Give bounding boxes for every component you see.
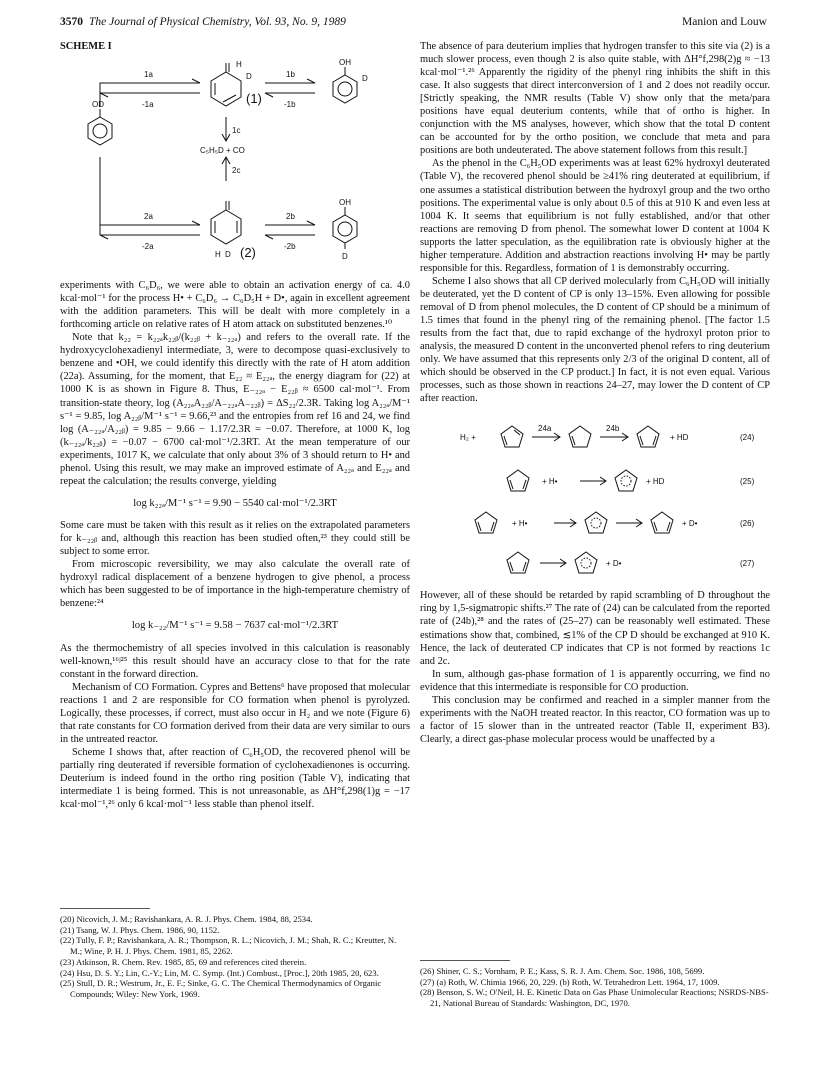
footnote-rule-right bbox=[420, 960, 510, 961]
label-m2a: -2a bbox=[142, 242, 154, 252]
paragraph: As the thermochemistry of all species involved in this calculation is reasonably well-known,¹⁶ʲ²⁵ this result should have an accuracy close to that for the rate constant in the forward direction. bbox=[60, 642, 410, 680]
paragraph: Mechanism of CO Formation. Cypres and Bettens⁶ have proposed that molecular reactions 1 and 2 are responsible for CO formation when phenol is pyrolyzed. Logically, these processes, if correct, must also occur in H₂ and we note (Figure 6) that rate constants for CO formation derived from their data are very similar to ours in the untreated reactor. bbox=[60, 681, 410, 746]
running-header-left bbox=[60, 16, 346, 28]
label-2c: 2c bbox=[232, 166, 241, 176]
paragraph: experiments with C₆D₆, we were able to obtain an activation energy of ca. 4.0 kcal·mol⁻¹ for the process H• + C₆D₆ → C₆D₅H + D•, again in excellent agreement with the addition parameters. This will be dealt with more completely in a forthcoming article on relative rates of H atom attack on substituted benzenes.¹⁰ bbox=[60, 280, 410, 331]
scheme-diagram bbox=[60, 57, 410, 269]
reference: (24) Hsu, D. S. Y.; Lin, C.-Y.; Lin, M. C. Symp. (Int.) Combust., [Proc.], 20th 1985, 20, 623. bbox=[60, 967, 379, 978]
paragraph: In sum, although gas-phase formation of 1 is apparently occurring, we find no evidence that this intermediate is responsible for CO production. bbox=[420, 668, 770, 693]
paragraph: However, all of these should be retarded by rapid scrambling of D throughout the ring by 1,5-sigmatropic shifts.²⁷ The rate of (24) can be calculated from the reported rate of (24b),²⁸ and the rates of (25–27) can be reasonably well estimated. These estimations show that, combined, ≲1% of the CP D should be exchanged at 910 K. Hence, the lack of deuterated CP indicates that CP is not formed by reactions 1c and 2c. bbox=[420, 590, 770, 667]
references-left bbox=[60, 914, 410, 1000]
reactions-24-27 bbox=[420, 411, 770, 581]
r27-prod: + D• bbox=[606, 559, 622, 569]
r24-a: 24a bbox=[538, 424, 552, 434]
r24-b: 24b bbox=[606, 424, 620, 434]
compound-2-label: (2) bbox=[240, 245, 256, 261]
label-2b: 2b bbox=[286, 212, 295, 222]
label-2a: 2a bbox=[144, 212, 153, 222]
arrow-1a bbox=[100, 83, 200, 89]
label-1c: 1c bbox=[232, 126, 241, 136]
label-H-1: H bbox=[236, 60, 242, 70]
r24-h2: H₂ + bbox=[460, 433, 476, 443]
phenol-top-right bbox=[333, 67, 357, 103]
paragraph: Some care must be taken with this result as it relies on the extrapolated parameters for k₋₂₂ᵦ and, although this reaction has been studied often,²³ they could still be subject to some error. bbox=[60, 520, 410, 558]
paragraph: This conclusion may be confirmed and reached in a simpler manner from the experiments with the NaOH treated reactor. In this reactor, CO formation was up to a factor of 15 slower than in the untreated reactor (Table II, experiment B3). Clearly, a direct gas-phase molecular process would be unaffected by a bbox=[420, 694, 770, 745]
label-m1a: -1a bbox=[142, 100, 154, 110]
reference: (25) Stull, D. R.; Westrum, Jr., E. F.; Sinke, G. C. The Chemical Thermodynamics of Organic Compounds; Wiley: New York, 1969. bbox=[60, 978, 382, 1000]
reference: (27) (a) Roth, W. Chimia 1966, 20, 229. (b) Roth, W. Tetrahedron Lett. 1964, 17, 1009. bbox=[420, 976, 720, 987]
label-OH-2: OH bbox=[339, 198, 351, 208]
paragraph: The absence of para deuterium implies that hydrogen transfer to this site via (2) is a much slower process, even though 2 is also quite stable, with ΔH°f,298(2)g ≈ −13 kcal·mol⁻¹.²⁶ Apparently the rigidity of the phenyl ring inhibits the shift in this case. It also suggests that direct interconversion of 1 and 2 does not readily occur. [Strictly speaking, the NMR results (Table V) show only that the meta/para positions have equal deuterium contents, while that of ortho is higher. In conjunction with the MS analyses, however, which show that the total D content can be accounted for by the ortho position, we conclude that meta and para positions are both undeuterated. The above statement follows from this result.] bbox=[420, 41, 770, 157]
equation-km22: log k₋₂₂/M⁻¹ s⁻¹ = 9.58 − 7637 cal·mol⁻¹/2.3RT bbox=[131, 620, 339, 632]
reference: (28) Benson, S. W.; O'Neil, H. E. Kinetic Data on Gas Phase Unimolecular Reactions; NSRDS-NBS-21, National Bureau of Standards: Washington, DC, 1970. bbox=[420, 987, 769, 1009]
r25-num: (25) bbox=[740, 477, 755, 487]
paragraph: Note that k₂₂ = k₂₂ₐk₂₂ᵦ/(k₂₂ᵦ + k₋₂₂ₐ) and refers to the overall rate. If the hydroxycyclohexadienyl intermediate, 3, were to decompose quasi-exclusively to benzene and •OH, we could identify this directly with the rate of H atom addition (22a). Assuming, for the moment, that E₂₂ ≈ E₂₂ₐ, the energy diagram for (22) at 1000 K is as shown in Figure 8. Thus, E₋₂₂ₐ − E₂₂ᵦ ≈ 6500 cal·mol⁻¹. From transition-state theory, log (A₂₂ₐA₂₂ᵦ/A₋₂₂ₐA₋₂₂ᵦ) = ΔS₂₂/2.3R. Taking log A₂₂ₐ/M⁻¹ s⁻¹ = 9.85, log A₂₂ᵦ/M⁻¹ s⁻¹ = 9.66,²³ and the entropies from ref 16 and 24, we find log (A₋₂₂ₐ/A₂₂ᵦ) = 9.85 − 9.66 − 1.17/2.3R = −0.07. Therefore, at 1000 K, log (k₋₂₂ₐ/k₂₂ᵦ) = −0.07 − 6700 cal·mol⁻¹/2.3RT. At the mean temperature of our experiments, 1017 K, we calculate that only about 3% of 3 should return to H• and phenol. Using this result, we may make an improved estimate of A₂₂ₐ and E₂₂ₐ and repeat the calculation; the results converge, yielding bbox=[60, 332, 410, 487]
label-D-1: D bbox=[246, 72, 252, 82]
phenol-od bbox=[88, 109, 112, 145]
reference: (20) Nicovich, J. M.; Ravishankara, A. R. J. Phys. Chem. 1984, 88, 2534. bbox=[60, 914, 313, 924]
paragraph: Scheme I shows that, after reaction of C₆H₅OD, the recovered phenol will be partially ring deuterated if reversible formation of cyclohexadienones is occurring. Deuterium is indeed found in the ortho ring position (Table V), indicating that intermediate 1 is being formed. This is not unreasonable, as ΔH°f,298(1)g = −17 kcal·mol⁻¹,²⁶ only 6 kcal·mol⁻¹ less stable than phenol itself. bbox=[60, 747, 410, 811]
r26-prod1: + H• bbox=[512, 519, 528, 529]
phenol-bottom-right bbox=[333, 207, 357, 249]
label-m2b: -2b bbox=[284, 242, 296, 252]
paragraph: Scheme I also shows that all CP derived molecularly from C₆H₅OD will initially be deuterated, yet the D content of CP is only 13–15%. Even allowing for possible removal of D from phenol molecules, the D content of CP should be a minimum of 1.5 times that found in the phenyl ring of the remaining phenol. [The factor 1.5 results from the fact that, due to rapid exchange of the hydroxyl proton prior to analysis, the measured D content in the unconverted phenol refers to ring deuterium only. We have assumed that this represents only 2/3 of the original D content, all of which should be observed in the CP product.] In fact, it is not even equal. Various processes, such as those shown in reactions 24–27, may lower the D content of CP after reaction. bbox=[420, 275, 770, 405]
r24-num: (24) bbox=[740, 433, 755, 443]
label-1b: 1b bbox=[286, 70, 295, 80]
reference: (21) Tsang, W. J. Phys. Chem. 1986, 90, 1152. bbox=[60, 924, 220, 935]
arrow-m1a bbox=[100, 89, 200, 93]
label-m1b: -1b bbox=[284, 100, 296, 110]
references-right bbox=[420, 966, 770, 1009]
r25-prod2: + HD bbox=[646, 477, 665, 487]
reference: (22) Tully, F. P.; Ravishankara, A. R.; Thompson, R. L.; Nicovich, J. M.; Shah, R. C.; Kreutter, N. M.; Wine, P. H. J. Phys. Chem. 1981, 85, 2262. bbox=[60, 935, 397, 957]
cyclohexadienone-2 bbox=[211, 201, 241, 244]
compound-1-label: (1) bbox=[246, 91, 262, 107]
cyclohexadienone-1 bbox=[211, 63, 241, 106]
r25-prod1: + H• bbox=[542, 477, 558, 487]
equation-k22a: log k₂₂ₐ/M⁻¹ s⁻¹ = 9.90 − 5540 cal·mol⁻¹/2.3RT bbox=[133, 497, 337, 509]
page-number: 3570 bbox=[60, 16, 83, 28]
r26-num: (26) bbox=[740, 519, 755, 529]
footnote-rule-left bbox=[60, 908, 150, 909]
reference: (26) Shiner, C. S.; Vornham, P. E.; Kass, S. R. J. Am. Chem. Soc. 1986, 108, 5699. bbox=[420, 966, 705, 976]
running-header-authors: Manion and Louw bbox=[682, 16, 767, 28]
label-D-2b: D bbox=[225, 250, 231, 260]
journal-title: The Journal of Physical Chemistry, Vol. 93, No. 9, 1989 bbox=[89, 16, 346, 28]
reference: (23) Atkinson, R. Chem. Rev. 1985, 85, 69 and references cited therein. bbox=[60, 956, 307, 967]
label-middle: C₅H₅D + CO bbox=[200, 146, 245, 156]
r24-prod: + HD bbox=[670, 433, 689, 443]
paragraph: As the phenol in the C₆H₅OD experiments was at least 62% hydroxyl deuterated (Table V), the recovered phenol should be ≥41% ring deuterated at equilibrium, if one assumes a statistical distribution between the hydroxyl group and the two ortho positions. The experimental value is only about 0.5 of this at 910 K and even less at 1004 K. It seems that equilibrium is not fully established, and/or that other reactions are removing D from phenol. The somewhat lower D content at 1004 K supports the latter speculation, as the equilibration rate is obviously higher at the higher temperature. Addition and abstraction reactions involving H• may be partly responsible for this. Regardless, formation of 1 is demonstrably occurring. bbox=[420, 158, 770, 274]
left-column bbox=[60, 40, 410, 811]
paragraph: From microscopic reversibility, we may also calculate the overall rate of hydroxyl radical displacement of a benzene hydrogen to give phenol, a process which has been suggested to be of importance in the high-temperature chemistry of benzene:²⁴ bbox=[60, 559, 410, 610]
label-1a: 1a bbox=[144, 70, 153, 80]
label-H-2: H bbox=[215, 250, 221, 260]
label-D-1b: D bbox=[362, 74, 368, 84]
label-OD: OD bbox=[92, 100, 104, 110]
r26-prod2: + D• bbox=[682, 519, 698, 529]
r27-num: (27) bbox=[740, 559, 755, 569]
label-D-2: D bbox=[342, 252, 348, 262]
scheme-title: SCHEME I bbox=[60, 41, 112, 52]
right-column bbox=[420, 40, 770, 746]
label-OH-1: OH bbox=[339, 58, 351, 68]
